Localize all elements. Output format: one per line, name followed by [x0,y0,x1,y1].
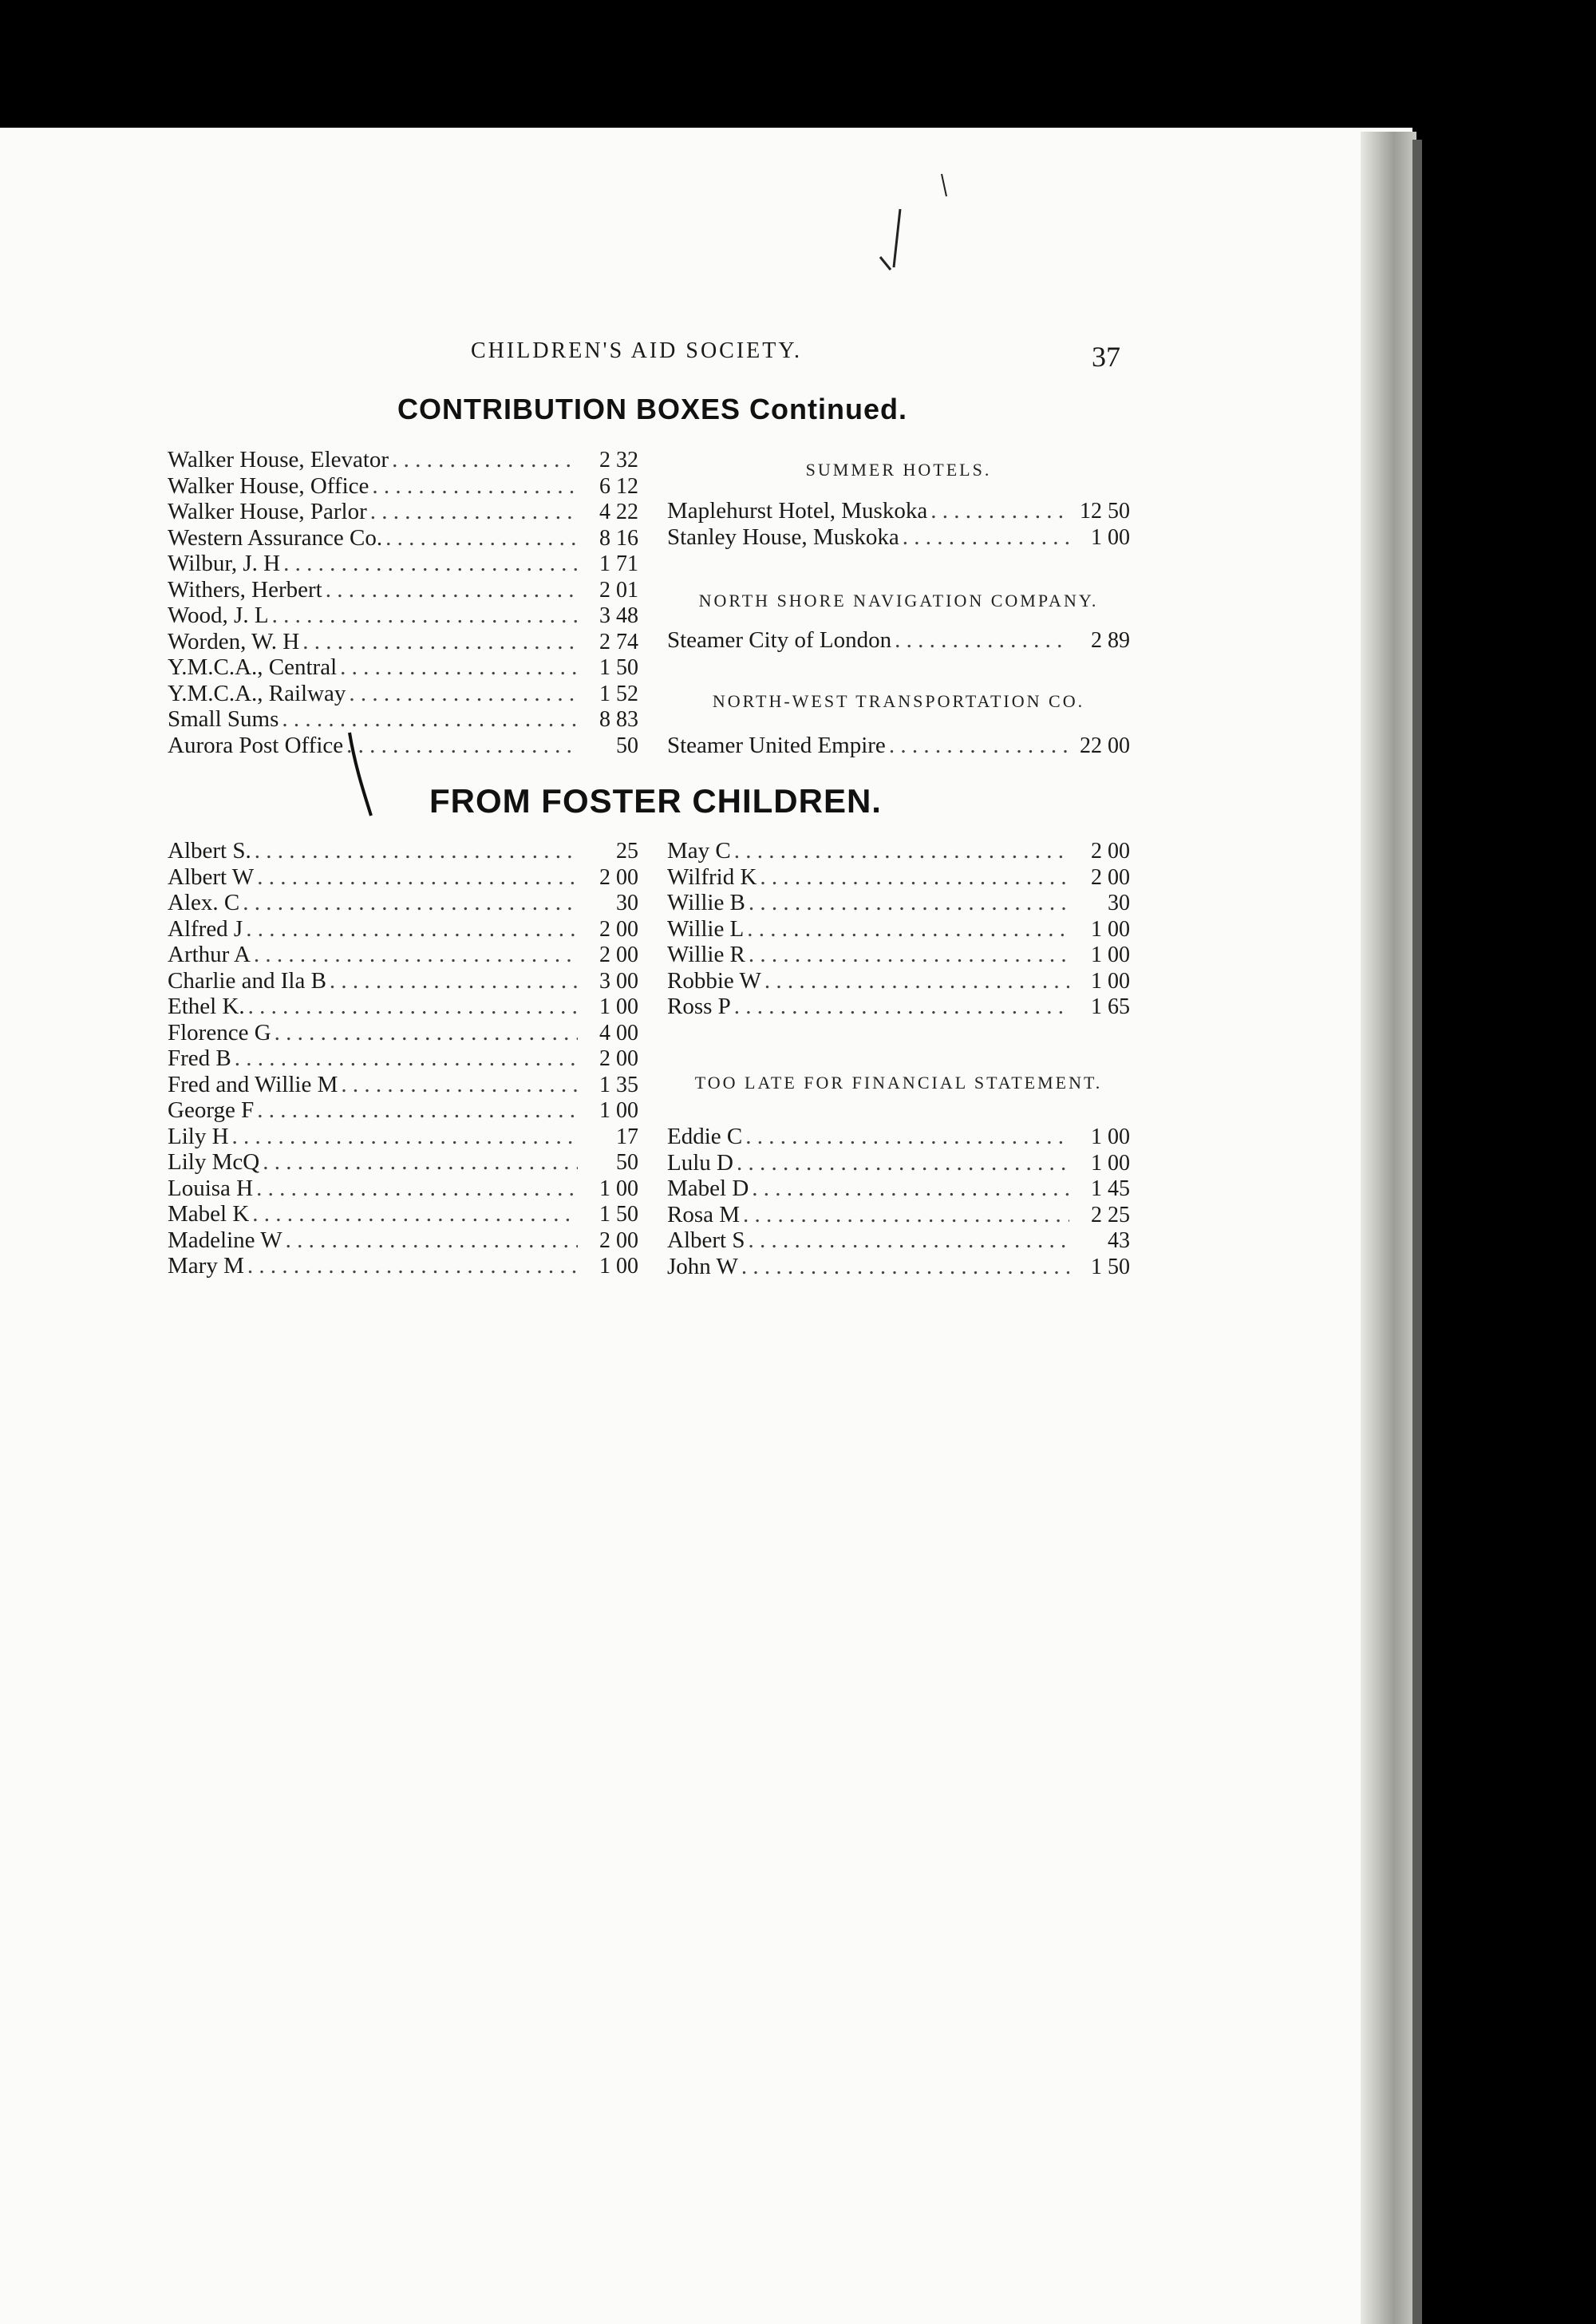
entry-name: Lulu D [667,1149,733,1176]
entry-amount: 1 00 [1091,524,1130,550]
entry-amount: 2 00 [599,1046,638,1071]
entry-amount: 1 00 [1091,1150,1130,1176]
foster-row [168,1020,638,1046]
foster-row [168,1149,638,1176]
summer-hotels-subhead: SUMMER HOTELS. [805,460,992,480]
entry-amount: 2 25 [1091,1202,1130,1227]
leader-dots [254,942,578,968]
leader-dots [272,603,578,629]
entry-amount: 2 32 [599,448,638,472]
entry-amount: 22 00 [1080,733,1130,758]
late-row [667,1202,1130,1228]
entry-name: Aurora Post Office [168,732,344,758]
leader-dots [749,890,1069,916]
leader-dots [252,1201,578,1227]
entry-amount: 12 50 [1080,499,1130,524]
foster-row [168,1045,638,1072]
entry-amount: 3 48 [599,603,638,628]
leader-dots [248,994,578,1020]
entry-amount: 1 00 [599,1254,638,1279]
foster-row [168,864,638,891]
leader-dots [330,968,578,994]
north-shore-list [667,627,1130,654]
entry-amount: 1 45 [1091,1176,1130,1201]
entry-amount: 1 50 [1091,1254,1130,1279]
entry-amount: 1 00 [1091,943,1130,967]
foster-row [667,864,1130,891]
leader-dots [275,1020,578,1046]
entry-amount: 1 00 [599,1098,638,1123]
north-shore-subhead: NORTH SHORE NAVIGATION COMPANY. [698,591,1099,611]
entry-name: Lily H [168,1123,229,1149]
summer-hotels-list [667,498,1130,550]
page-edge-shadow [1412,140,1422,2324]
entry-name: Y.M.C.A., Central [168,654,338,680]
foster-row [168,1201,638,1227]
entry-name: Y.M.C.A., Railway [168,680,346,706]
entry-amount: 30 [616,891,638,915]
leader-dots [734,838,1069,864]
entry-name: Walker House, Office [168,472,369,499]
foster-row [168,890,638,916]
leader-dots [737,1150,1069,1176]
leader-dots [257,1097,578,1124]
entry-name: Louisa H [168,1175,254,1201]
entry-name: Wood, J. L [168,603,269,628]
too-late-list [667,1124,1130,1279]
transportation-row [667,733,1130,759]
entry-amount: 2 01 [599,577,638,603]
foster-row [168,1072,638,1098]
entry-amount: 2 00 [1091,864,1130,890]
entry-amount: 50 [616,733,638,758]
entry-name: Wilbur, J. H [168,551,281,576]
entry-amount: 8 16 [599,525,638,551]
leader-dots [889,733,1069,759]
hotel-row [667,524,1130,551]
entry-name: Fred and Willie M [168,1071,338,1097]
contribution-row [168,473,638,500]
entry-name: Albert S [667,1227,745,1253]
entry-amount: 2 74 [599,629,638,654]
entry-name: Small Sums [168,706,279,732]
entry-name: Western Assurance Co. [168,524,383,551]
leader-dots [346,733,578,759]
entry-name: Charlie and Ila B [168,967,326,994]
late-row [667,1176,1130,1202]
foster-children-heading: FROM FOSTER CHILDREN. [429,782,882,820]
contribution-boxes-heading: CONTRIBUTION BOXES Continued. [397,393,907,425]
contribution-row [168,733,638,759]
contribution-row [168,629,638,655]
late-row [667,1227,1130,1254]
foster-row [168,1097,638,1124]
entry-amount: 1 00 [599,1176,638,1201]
entry-amount: 50 [616,1150,638,1175]
entry-amount: 1 00 [1091,968,1130,994]
too-late-subhead: TOO LATE FOR FINANCIAL STATEMENT. [694,1073,1103,1093]
entry-name: Willie B [667,890,745,915]
entry-amount: 1 00 [1091,1124,1130,1149]
entry-name: Robbie W [667,967,761,994]
foster-row [667,890,1130,916]
contribution-row [168,499,638,525]
entry-name: Fred B [168,1045,231,1071]
entry-name: Lily McQ [168,1149,260,1175]
foster-right-list [667,838,1130,1020]
entry-amount: 1 52 [599,681,638,706]
page-number: 37 [1092,341,1120,373]
entry-name: May C [667,838,731,864]
entry-name: Withers, Herbert [168,576,322,603]
entry-amount: 1 50 [599,1202,638,1227]
page-edge [1361,132,1416,2324]
leader-dots [764,968,1069,994]
contribution-row [168,551,638,577]
leader-dots [302,629,578,655]
leader-dots [257,864,578,891]
leader-dots [246,916,578,943]
entry-amount: 25 [616,839,638,864]
entry-amount: 2 00 [1091,839,1130,864]
contribution-row [168,447,638,473]
leader-dots [741,1254,1069,1280]
leader-dots [243,890,578,916]
leader-dots [247,1253,578,1279]
entry-name: Alfred J [168,915,243,942]
entry-amount: 17 [616,1124,638,1149]
running-title: CHILDREN'S AID SOCIETY. [471,338,802,363]
navigation-row [667,627,1130,654]
leader-dots [370,499,578,525]
entry-amount: 2 89 [1091,628,1130,653]
leader-dots [734,994,1069,1020]
contribution-row [168,525,638,551]
leader-dots [263,1149,578,1176]
foster-row [168,1253,638,1279]
entry-amount: 1 50 [599,655,638,680]
contribution-row [168,577,638,603]
entry-amount: 2 00 [599,864,638,890]
leader-dots [341,1072,578,1098]
contribution-list [168,447,638,758]
entry-amount: 6 12 [599,473,638,499]
entry-name: Florence G [168,1019,271,1045]
foster-row [168,838,638,864]
entry-name: Steamer City of London [667,627,892,653]
leader-dots [392,447,578,473]
entry-amount: 30 [1108,891,1130,915]
entry-name: Ethel K. [168,994,245,1019]
leader-dots [752,1176,1069,1202]
leader-dots [232,1124,578,1150]
foster-row [667,994,1130,1020]
entry-name: Eddie C [667,1124,743,1149]
leader-dots [372,473,578,500]
contribution-row [168,681,638,707]
foster-row [168,968,638,994]
entry-amount: 1 00 [599,994,638,1019]
entry-name: Albert W [168,864,255,890]
entry-name: Wilfrid K [667,864,757,890]
north-west-subhead: NORTH-WEST TRANSPORTATION CO. [712,691,1085,711]
entry-amount: 1 00 [1091,916,1130,942]
entry-name: Walker House, Elevator [168,447,389,472]
contribution-row [168,603,638,629]
leader-dots [235,1045,578,1072]
hotel-row [667,498,1130,524]
leader-dots [286,1227,578,1254]
entry-amount: 3 00 [599,968,638,994]
entry-name: Maplehurst Hotel, Muskoka [667,498,928,524]
foster-row [667,838,1130,864]
leader-dots [903,524,1069,551]
entry-name: Madeline W [168,1227,282,1253]
foster-left-list [168,838,638,1279]
entry-name: Rosa M [667,1201,741,1227]
leader-dots [745,1124,1069,1150]
leader-dots [760,864,1069,891]
entry-name: Mabel K [168,1201,250,1227]
foster-row [168,1227,638,1254]
entry-name: Worden, W. H [168,628,300,654]
leader-dots [749,942,1069,968]
contribution-row [168,654,638,681]
leader-dots [748,1227,1069,1254]
entry-name: Ross P [667,994,731,1019]
late-row [667,1254,1130,1280]
entry-name: Mabel D [667,1176,749,1201]
foster-row [168,942,638,968]
leader-dots [340,654,578,681]
late-row [667,1150,1130,1176]
leader-dots [385,525,578,551]
leader-dots [282,706,578,733]
entry-name: Steamer United Empire [667,733,886,758]
entry-amount: 2 00 [599,1227,638,1253]
leader-dots [743,1202,1069,1228]
entry-amount: 2 00 [599,916,638,942]
entry-amount: 2 00 [599,943,638,967]
leader-dots [930,498,1069,524]
entry-amount: 43 [1108,1228,1130,1253]
entry-name: Alex. C [168,890,240,915]
entry-amount: 1 71 [599,551,638,576]
leader-dots [283,551,578,577]
foster-row [168,1124,638,1150]
leader-dots [326,577,578,603]
entry-name: John W [667,1253,738,1279]
entry-name: Walker House, Parlor [168,499,367,524]
entry-name: Albert S. [168,838,251,864]
leader-dots [349,681,578,707]
leader-dots [895,627,1069,654]
contribution-row [168,706,638,733]
leader-dots [255,838,578,864]
foster-row [667,968,1130,994]
foster-row [168,916,638,943]
entry-name: Willie R [667,942,745,967]
leader-dots [256,1176,578,1202]
foster-row [667,916,1130,943]
entry-name: Willie L [667,915,745,942]
entry-amount: 4 00 [599,1020,638,1045]
entry-name: Stanley House, Muskoka [667,524,899,550]
north-west-list [667,733,1130,759]
entry-amount: 4 22 [599,500,638,524]
entry-amount: 8 83 [599,707,638,732]
entry-amount: 1 65 [1091,994,1130,1019]
foster-row [168,1176,638,1202]
foster-row [667,942,1130,968]
entry-name: Arthur A [168,942,251,967]
entry-name: Mary M [168,1253,244,1279]
entry-name: George F [168,1097,255,1123]
entry-amount: 1 35 [599,1072,638,1097]
foster-row [168,994,638,1020]
late-row [667,1124,1130,1150]
leader-dots [747,916,1069,943]
